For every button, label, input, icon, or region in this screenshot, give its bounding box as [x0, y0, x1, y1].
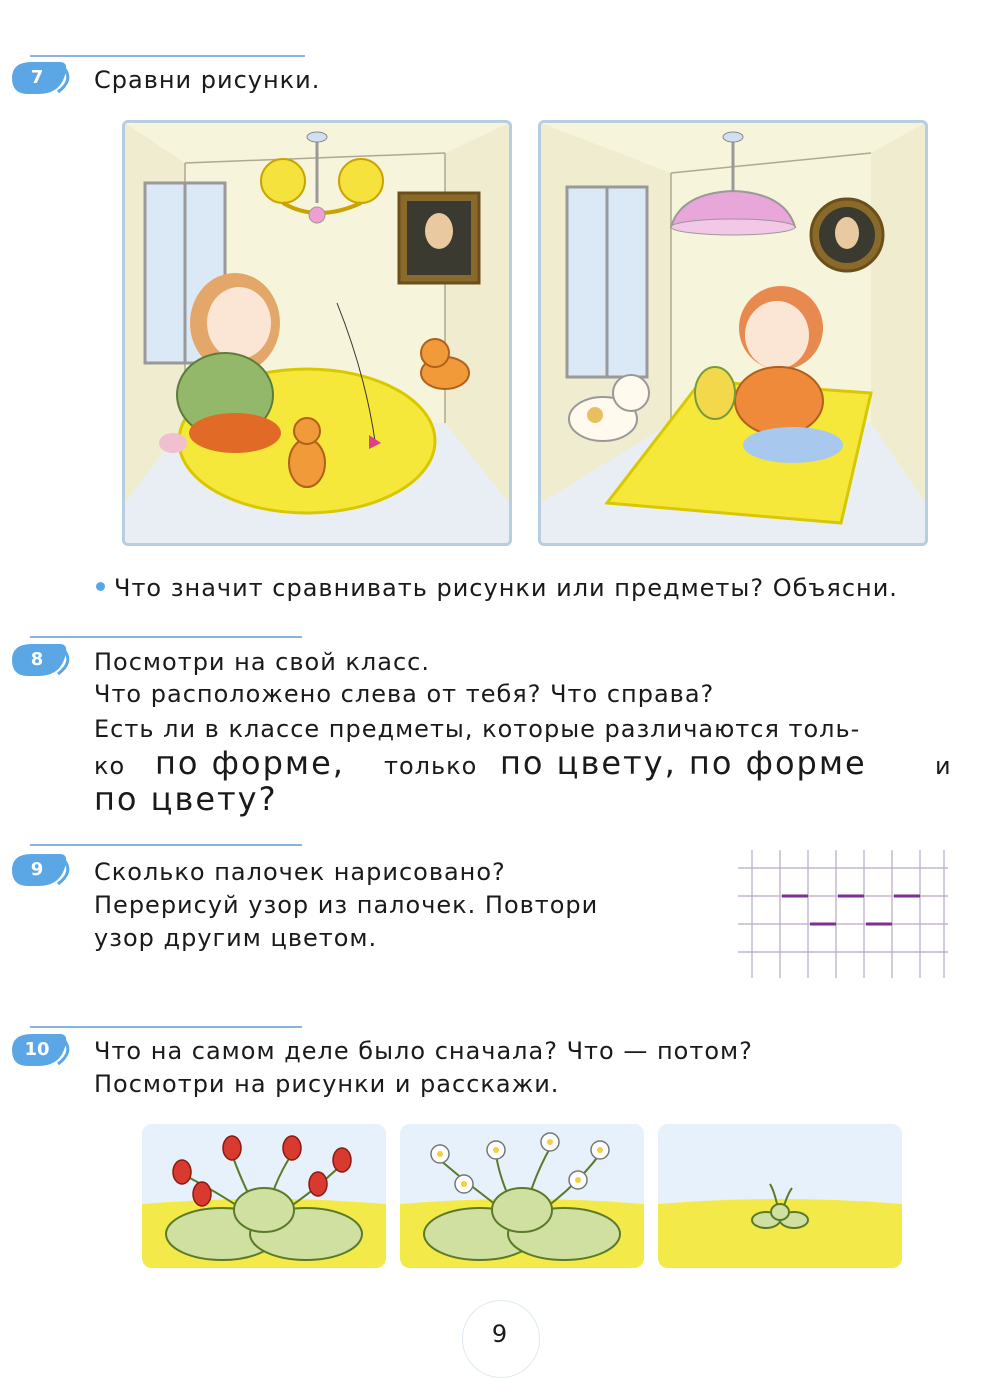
task-10-line-1: Что на самом деле было сначала? Что — потом?: [94, 1037, 753, 1065]
task-9-line-3: узор другим цветом.: [94, 924, 378, 952]
picture-strawberry-sprout: [658, 1124, 902, 1268]
task-8-line-4b: по форме,: [155, 744, 345, 782]
task-8-line-4d: по цвету, по форме: [500, 744, 867, 782]
task-10-badge: [8, 1030, 70, 1070]
boy-room-illustration: [541, 123, 925, 543]
task-8-number: 8: [30, 649, 44, 670]
task-9-number: 9: [30, 859, 44, 880]
task-7-rule: [30, 55, 305, 57]
girl-room-illustration: [125, 123, 509, 543]
picture-boy-room: [538, 120, 928, 546]
picture-strawberry-flowers: [400, 1124, 644, 1268]
task-10-number: 10: [24, 1039, 50, 1060]
task-10-line-2: Посмотри на рисунки и расскажи.: [94, 1070, 560, 1098]
stick-pattern-grid: [738, 850, 948, 978]
task-9-line-1: Сколько палочек нарисовано?: [94, 858, 506, 886]
task-7-number: 7: [30, 67, 44, 88]
task-10-rule: [30, 1026, 302, 1028]
task-8-line-4a: ко: [94, 752, 126, 780]
picture-strawberry-berries: [142, 1124, 386, 1268]
picture-girl-room: [122, 120, 512, 546]
task-9-badge: [8, 850, 70, 890]
task-8-line-1: Посмотри на свой класс.: [94, 648, 430, 676]
task-7-badge: [8, 58, 70, 98]
task-8-line-4e: и: [935, 752, 952, 780]
task-8-line-5: по цвету?: [94, 780, 278, 818]
task-8-line-3: Есть ли в классе предметы, которые различаются толь-: [94, 715, 861, 743]
task-8-line-4c: только: [384, 752, 478, 780]
task-9-line-2: Перерисуй узор из палочек. Повтори: [94, 891, 599, 919]
task-8-badge: [8, 640, 70, 680]
task-8-line-2: Что расположено слева от тебя? Что справа?: [94, 680, 715, 708]
task-8-rule: [30, 636, 302, 638]
page-number: 9: [491, 1320, 509, 1348]
task-9-rule: [30, 844, 302, 846]
task-7-title: Сравни рисунки.: [94, 66, 321, 94]
task-7-question: Что значит сравнивать рисунки или предметы? Объясни.: [114, 574, 898, 602]
bullet-dot: [96, 582, 105, 591]
